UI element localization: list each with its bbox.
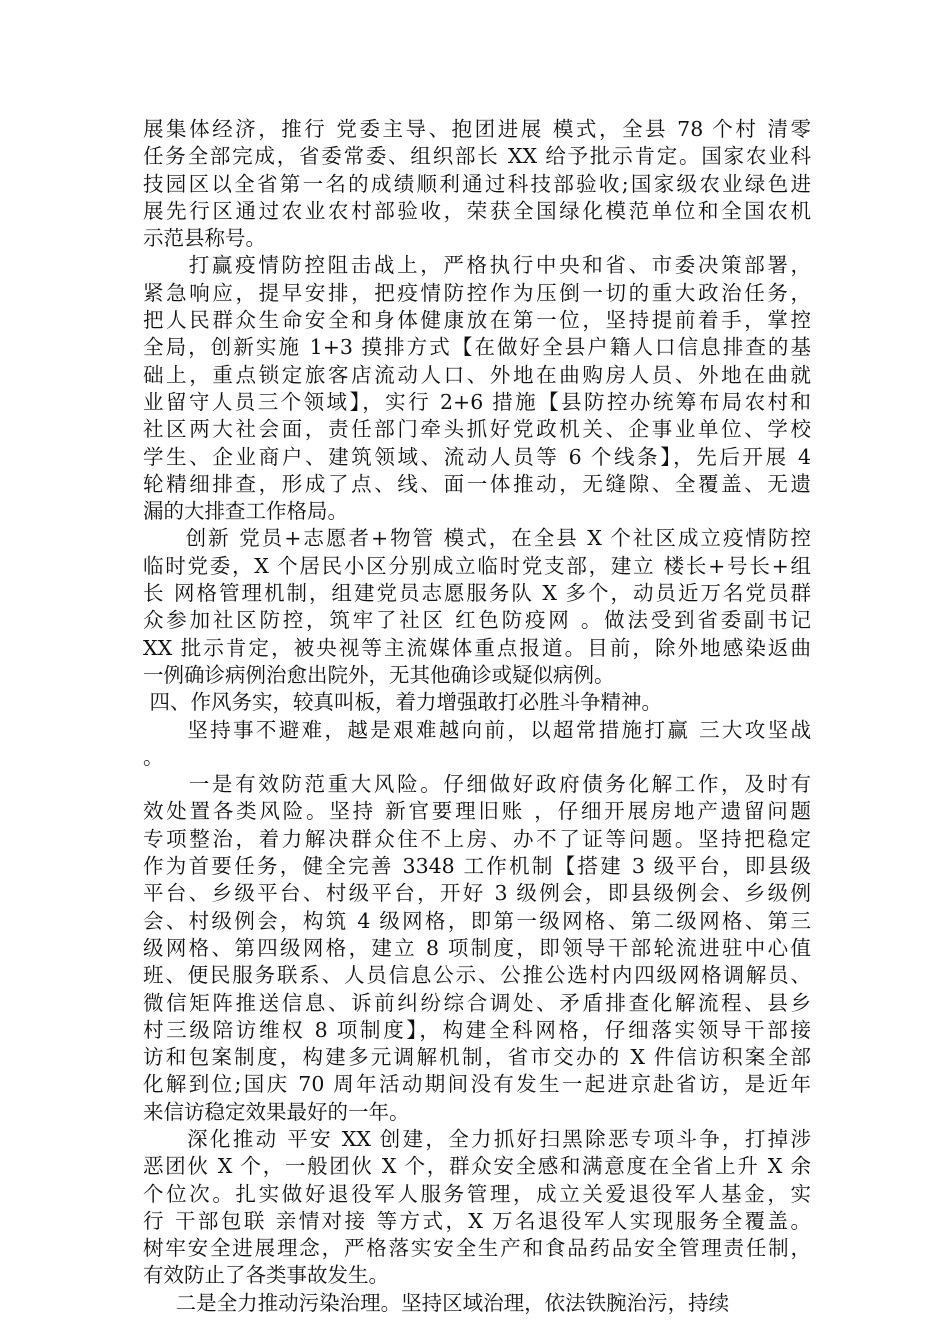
paragraph	[143, 1126, 811, 1290]
paragraph	[143, 771, 811, 1126]
text-line: 业留守人员三个领域】，实行 2+6 措施【县防控办统筹布局农村和	[143, 389, 811, 414]
text-line: 展集体经济，推行 党委主导、抱团进展 模式，全县 78 个村 清零	[143, 117, 811, 141]
text-line: 社区两大社会面，责任部门牵头抓好党政机关、企事业单位、学校	[143, 417, 811, 442]
text-line: 一是有效防范重大风险。仔细做好政府债务化解工作，及时有	[143, 772, 811, 797]
text-line: 把人民群众生命安全和身体健康放在第一位，坚持提前着手，掌控	[143, 308, 811, 333]
text-line: 学生、企业商户、建筑领域、流动人员等 6 个线条】，先后开展 4	[143, 444, 811, 469]
paragraph	[143, 525, 811, 689]
paragraph	[143, 1290, 811, 1317]
text-line: 效处置各类风险。坚持 新官要理旧账 ，仔细开展房地产遗留问题	[143, 799, 811, 824]
text-line: 全局，创新实施 1+3 摸排方式【在做好全县户籍人口信息排查的基	[143, 335, 811, 360]
text-line: 展先行区通过农业农村部验收，荣获全国绿化模范单位和全国农机	[143, 198, 811, 223]
text-line: 微信矩阵推送信息、诉前纠纷综合调处、矛盾排查化解流程、县乡	[143, 990, 811, 1015]
text-line: 级网格、第四级网格，建立 8 项制度，即领导干部轮流进驻中心值	[143, 935, 811, 960]
text-line: 任务全部完成，省委常委、组织部长 XX 给予批示肯定。国家农业科	[143, 144, 811, 169]
text-line: 轮精细排查，形成了点、线、面一体推动，无缝隙、全覆盖、无遗	[143, 471, 811, 496]
text-line: 础上，重点锁定旅客店流动人口、外地在曲购房人员、外地在曲就	[143, 362, 811, 387]
text-line: 会、村级例会，构筑 4 级网格，即第一级网格、第二级网格、第三	[143, 908, 811, 933]
text-line: 行 干部包联 亲情对接 等方式，X 万名退役军人实现服务全覆盖。	[143, 1208, 811, 1233]
text-line: 示范县称号。	[143, 226, 266, 251]
text-line: 四、作风务实，较真叫板，着力增强敢打必胜斗争精神。	[143, 690, 663, 715]
text-line: 深化推动 平安 XX 创建，全力抓好扫黑除恶专项斗争，打掉涉	[143, 1126, 811, 1151]
text-line: 来信访稳定效果最好的一年。	[143, 1099, 410, 1124]
text-line: 个位次。扎实做好退役军人服务管理，成立关爱退役军人基金，实	[143, 1181, 811, 1206]
text-line: 临时党委，X 个居民小区分别成立临时党支部，建立 楼长+号长+组	[143, 553, 811, 578]
paragraph	[143, 717, 811, 772]
text-line: 坚持事不避难，越是艰难越向前，以超常措施打赢 三大攻坚战	[143, 717, 811, 742]
text-line: 漏的大排查工作格局。	[143, 499, 348, 524]
text-line: 二是全力推动污染治理。坚持区域治理，依法铁腕治污，持续	[143, 1290, 730, 1315]
text-line: 村三级陪访维权 8 项制度】，构建全科网格，仔细落实领导干部接	[143, 1017, 811, 1042]
text-line: 专项整治，着力解决群众住不上房、办不了证等问题。坚持把稳定	[143, 826, 811, 851]
text-line: 打赢疫情防控阻击战上，严格执行中央和省、市委决策部署，	[143, 253, 811, 278]
text-line: XX 批示肯定，被央视等主流媒体重点报道。目前，除外地感染返曲	[143, 635, 811, 660]
text-line: 长 网格管理机制，组建党员志愿服务队 X 多个，动员近万名党员群	[143, 581, 811, 606]
text-line: 。	[143, 744, 164, 769]
text-line: 树牢安全进展理念，严格落实安全生产和食品药品安全管理责任制，	[143, 1236, 811, 1261]
text-line: 有效防止了各类事故发生。	[143, 1263, 389, 1288]
text-line: 访和包案制度，构建多元调解机制，省市交办的 X 件信访积案全部	[143, 1045, 811, 1070]
text-line: 平台、乡级平台、村级平台，开好 3 级例会，即县级例会、乡级例	[143, 881, 811, 906]
text-line: 恶团伙 X 个，一般团伙 X 个，群众安全感和满意度在全省上升 X 余	[143, 1154, 811, 1179]
text-line: 创新 党员+志愿者+物管 模式，在全县 X 个社区成立疫情防控	[143, 526, 811, 551]
text-line: 众参加社区防控，筑牢了社区 红色防疫网 。做法受到省委副书记	[143, 608, 811, 633]
text-line: 化解到位;国庆 70 周年活动期间没有发生一起进京赴省访，是近年	[143, 1072, 811, 1097]
paragraph	[143, 252, 811, 525]
paragraph	[143, 116, 811, 252]
paragraph	[143, 689, 811, 716]
text-line: 作为首要任务，健全完善 3348 工作机制【搭建 3 级平台，即县级	[143, 854, 811, 879]
text-line: 技园区以全省第一名的成绩顺利通过科技部验收;国家级农业绿色进	[143, 171, 811, 196]
document-body	[143, 116, 811, 1317]
text-line: 一例确诊病例治愈出院外，无其他确诊或疑似病例。	[143, 662, 615, 687]
text-line: 班、便民服务联系、人员信息公示、公推公选村内四级网格调解员、	[143, 963, 811, 988]
text-line: 紧急响应，提早安排，把疫情防控作为压倒一切的重大政治任务，	[143, 280, 811, 305]
